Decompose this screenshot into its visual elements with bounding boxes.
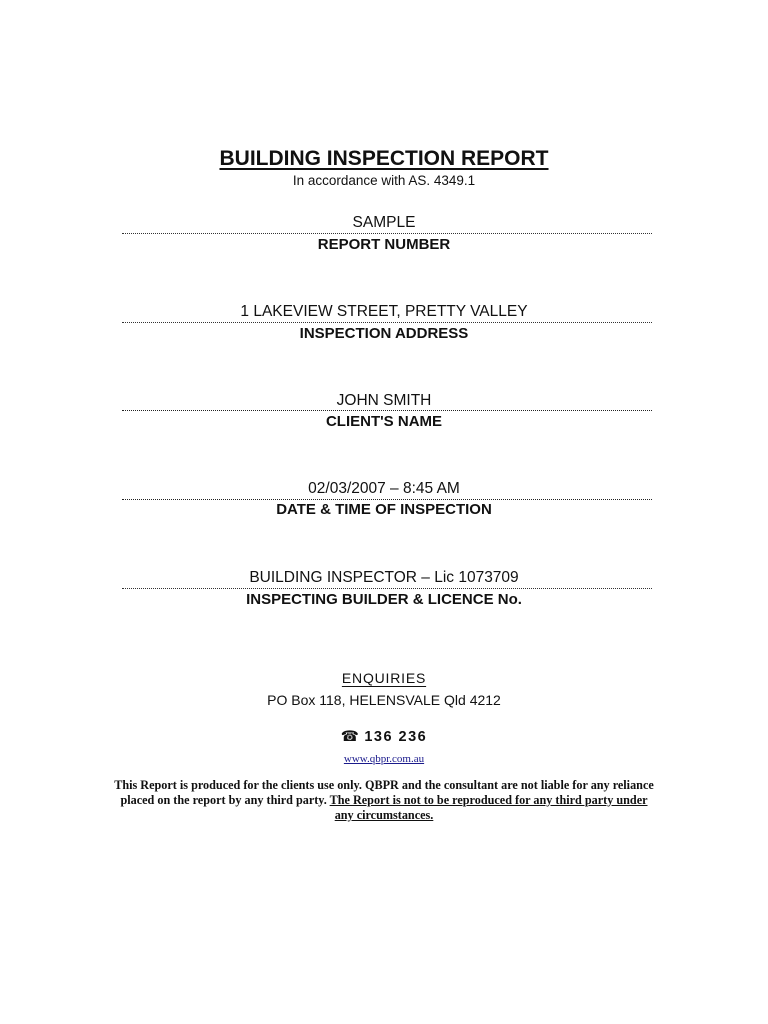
inspection-address-divider <box>122 322 652 323</box>
inspection-datetime-label: DATE & TIME OF INSPECTION <box>276 501 492 518</box>
phone-line <box>0 728 768 746</box>
inspector-licence-label: INSPECTING BUILDER & LICENCE No. <box>246 591 522 608</box>
report-subtitle: In accordance with AS. 4349.1 <box>292 173 476 188</box>
inspection-address-value: 1 LAKEVIEW STREET, PRETTY VALLEY <box>240 303 528 320</box>
report-title: BUILDING INSPECTION REPORT <box>219 147 549 170</box>
report-title-block <box>0 146 768 172</box>
disclaimer-text: This Report is produced for the clients use only. QBPR and the consultant are not liable for any reliance placed on the report by any third party. <box>114 778 654 807</box>
website-link[interactable]: www.qbpr.com.au <box>343 753 425 765</box>
report-number-divider <box>122 233 652 234</box>
enquiries-heading-block <box>0 669 768 687</box>
disclaimer <box>114 778 654 823</box>
report-number-label: REPORT NUMBER <box>317 236 451 253</box>
phone-icon: ☎ <box>340 729 361 745</box>
inspector-licence-divider <box>122 588 652 589</box>
client-name-value: JOHN SMITH <box>336 392 432 409</box>
website-line <box>0 752 768 766</box>
report-number-value: SAMPLE <box>352 214 416 231</box>
inspection-datetime-value: 02/03/2007 – 8:45 AM <box>308 480 460 497</box>
enquiries-heading: ENQUIRIES <box>341 670 427 686</box>
inspection-address-label: INSPECTION ADDRESS <box>299 325 469 342</box>
client-name-divider <box>122 410 652 411</box>
inspector-licence-value: BUILDING INSPECTOR – Lic 1073709 <box>249 569 519 586</box>
postal-address: PO Box 118, HELENSVALE Qld 4212 <box>267 692 501 708</box>
phone-number: 136 236 <box>364 729 428 745</box>
disclaimer-no-reproduction: The Report is not to be reproduced for any third party under any circumstances. <box>329 793 648 822</box>
client-name-label: CLIENT'S NAME <box>325 413 443 430</box>
